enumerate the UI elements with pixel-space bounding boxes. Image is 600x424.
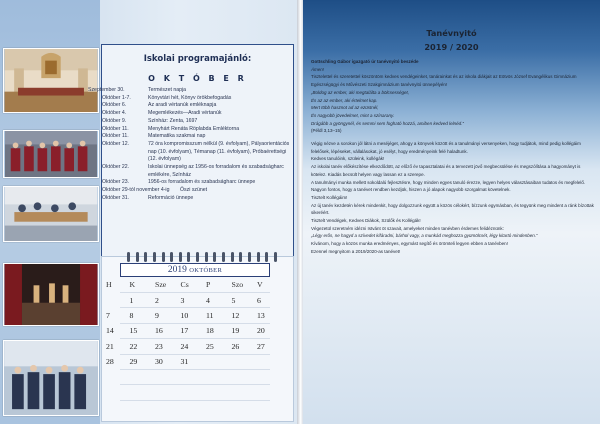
spiral-ring <box>265 252 268 262</box>
event-date: Október 22. <box>102 164 130 171</box>
article-paragraph: A tanulmányi munka mellett sokoldalú fejlesztésre, hogy minden egyes tanuló érezze, legyen helyes választásaiban tudatos és megfelelő. Nagyon fontos, hogy a tanévet rendben kezdjük, hiszen a jó alapok nagyobb szorgalmat követelnek. <box>311 179 586 193</box>
article-paragraph: Ezennel megnyitom a 2019/2020-as tanévet! <box>311 248 401 254</box>
day-cell: 26 <box>231 341 240 351</box>
day-cell: 1 <box>129 295 134 305</box>
calendar-header <box>120 263 270 277</box>
weekday-row <box>101 277 294 292</box>
spiral-ring <box>239 252 242 262</box>
event-item <box>102 118 295 126</box>
article-paragraph: Tisztelt Kollégáim! <box>311 194 348 200</box>
event-text: Könyvtári hét, Könyv örökbefogadás <box>148 94 232 101</box>
day-cell: 5 <box>231 295 236 305</box>
article-quote-source: (Példl 3,13–15) <box>311 128 342 134</box>
day-cell: 29 <box>129 357 138 367</box>
event-list <box>88 87 295 203</box>
week-row <box>101 354 294 369</box>
day-cell: 7 <box>106 310 110 320</box>
day-cell: 9 <box>155 310 159 320</box>
weekday-label: Cs <box>180 280 189 290</box>
calendar-spiral <box>127 252 277 262</box>
article-school-year: 2019 / 2020 <box>424 42 479 52</box>
article-body <box>311 58 594 256</box>
students-group-image <box>4 131 98 177</box>
day-cell: 25 <box>206 341 214 351</box>
spiral-ring <box>231 252 234 262</box>
spiral-ring <box>136 252 139 262</box>
article-paragraph: Végezetül szeretném idézni Istvánt öt szavait, amelyeket minden tanévben érdemes felidéznünk: <box>311 225 504 231</box>
event-date: Október 9. <box>102 117 127 124</box>
event-item <box>102 179 295 187</box>
students-group-photo <box>3 130 99 178</box>
day-cell: 27 <box>257 341 265 351</box>
event-date: Október 12. <box>102 140 130 147</box>
event-date: Október 6. <box>102 102 127 109</box>
article-quote-line: És az az ember, aki értelmet kap. <box>311 97 378 103</box>
event-date: Október 11. <box>102 125 129 132</box>
spiral-ring <box>274 252 277 262</box>
day-cell: 15 <box>129 326 138 336</box>
day-cell: 11 <box>206 310 214 320</box>
day-cell: 14 <box>106 326 114 336</box>
day-cell: 16 <box>155 326 163 336</box>
event-item <box>102 110 295 118</box>
spiral-ring <box>144 252 147 262</box>
weekday-label: Sze <box>155 280 167 290</box>
day-cell: 20 <box>257 326 265 336</box>
program-month: O K T Ó B E R <box>148 74 247 83</box>
event-date: Október 29-tól november 4-ig <box>102 187 170 194</box>
day-cell: 12 <box>231 310 240 320</box>
event-item <box>102 195 295 203</box>
week-row <box>101 308 294 323</box>
event-text: Matematika szakmai nap <box>148 133 206 140</box>
weekday-label: H <box>106 280 112 290</box>
event-date: Október 11. <box>102 133 129 140</box>
day-cell: 19 <box>231 326 240 336</box>
event-item <box>102 126 295 134</box>
spiral-ring <box>179 252 182 262</box>
article-byline: Gottschling Gábor igazgató úr tanévnyitó beszéde <box>311 59 419 64</box>
day-cell: 2 <box>155 295 159 305</box>
church-interior-image <box>4 49 98 112</box>
event-text: Menyhárt Renáta Röplabda Emléktorna <box>148 125 240 132</box>
graduates-image <box>4 341 98 415</box>
spiral-ring <box>222 252 225 262</box>
weekday-label: P <box>206 280 211 290</box>
event-date: Október 31. <box>102 194 130 201</box>
stage-performance-photo <box>3 263 99 326</box>
classroom-image <box>4 187 98 241</box>
day-cell: 24 <box>180 341 189 351</box>
week-row <box>101 339 294 354</box>
day-cell: 13 <box>257 310 265 320</box>
day-cell: 17 <box>180 326 189 336</box>
weekday-label: V <box>257 280 263 290</box>
spiral-ring <box>162 252 165 262</box>
day-cell: 23 <box>155 341 163 351</box>
event-text: Az aradi vértanúk emléknapja <box>148 102 217 109</box>
article-paragraph: Az iskolai tanév előkészítése elkezdődött, az előző év tapasztalatai és a tervezett jövő megbecsülése és megszólítása a hagyományt is kötelez. Kiadás becsült helyen vagy lassan ez a szerepe. <box>311 164 581 177</box>
event-item <box>102 164 295 179</box>
article-quote-line: Mert több hasznot ad az ezüstnél, <box>311 105 379 111</box>
day-cell: 18 <box>206 326 214 336</box>
event-date: Szeptember 30. <box>88 87 125 93</box>
event-date: Október 1-7. <box>102 94 131 101</box>
article-quote-line: Drágább a gyöngynél, és semmi sem fogható hozzá, amiben kedved lelnéd.” <box>311 120 464 126</box>
article-quote-line: És nagyobb jövedelmet, mint a színarany. <box>311 112 395 118</box>
spiral-ring <box>205 252 208 262</box>
classroom-photo <box>3 186 99 242</box>
spiral-ring <box>187 252 190 262</box>
event-text: Reformáció ünnepe <box>148 194 194 201</box>
article-paragraph: Végig nézve a sorokon jól látni a meséjéget, ahogy a könyvek között és a tanulmányi versenyeken, hogy tudjátok, mind pedig kollégáim felelősek, lépéseket, vállalásokat, jó esélyt, hogy eredményeink felé haladtunk. <box>311 141 581 154</box>
event-item <box>102 133 295 141</box>
spiral-ring <box>257 252 260 262</box>
calendar-year: 2019 <box>167 265 187 275</box>
article-paragraph: Kívánom, hogy a közös munka eredményes, egymást segítő és örömteli legyen ebben a tanévben! <box>311 241 508 247</box>
article-paragraph: Tisztelt Vendégek, Kedves Diákok, Szülők és Kollégák! <box>311 218 421 224</box>
day-cell: 31 <box>180 357 189 367</box>
article-title: Tanévnyitó <box>426 28 477 38</box>
weekday-label: Szo <box>231 280 244 290</box>
event-item <box>102 141 295 164</box>
event-item <box>102 95 295 103</box>
event-text: 72 óra kompromisszum nélkül (9. évfolyam), Pályaorientációs nap (10. évfolyam), Témanap (11. évfolyam), Próbaérettségi (12. évfolyam) <box>148 140 290 163</box>
article-quote-line: „Légy erős, ne hagyd a szívedet kifáradni, bárhol vagy, a munkád meghozza gyümölcsét, légy kitartó mindenben.” <box>311 233 538 239</box>
event-text: Iskolai ünnepség az 1956-os forradalom és szabadságharc emlékére, Színház <box>148 164 284 178</box>
stage-performance-image <box>4 264 98 325</box>
day-cell: 4 <box>206 295 210 305</box>
day-cell: 6 <box>257 295 261 305</box>
event-text: Színház: Zenta, 1697 <box>148 117 198 124</box>
spiral-ring <box>248 252 251 262</box>
spiral-ring <box>213 252 216 262</box>
calendar-month: OKTÓBER <box>189 267 223 274</box>
weekday-label: K <box>129 280 136 290</box>
day-cell: 10 <box>180 310 189 320</box>
week-row <box>101 292 294 307</box>
event-text: Természet napja <box>148 87 187 93</box>
week-row <box>101 323 294 338</box>
event-text: 1956-os forradalom és szabadságharc ünnepe <box>148 179 256 186</box>
church-interior-photo <box>3 48 99 113</box>
day-cell: 21 <box>106 341 114 351</box>
day-cell: 8 <box>129 310 134 320</box>
event-date: Október 23. <box>102 179 130 186</box>
event-date: Október 4. <box>102 110 127 117</box>
event-item <box>102 187 295 195</box>
spiral-ring <box>196 252 199 262</box>
spiral-ring <box>170 252 173 262</box>
day-cell: 3 <box>180 295 185 305</box>
event-text: Őszi szünet <box>180 187 208 194</box>
day-cell: 22 <box>129 341 138 351</box>
spiral-ring <box>153 252 156 262</box>
article-paragraph: Ámen! <box>311 66 325 72</box>
event-item <box>88 87 295 95</box>
article-quote-line: „Boldog az ember, aki megtalálta a bölcsességet, <box>311 89 410 95</box>
day-cell: 30 <box>155 357 163 367</box>
program-heading: Iskolai programajánló: <box>143 54 252 64</box>
day-cell: 28 <box>106 357 114 367</box>
article-paragraph: Kedves tanulóink, szüleink, kollégák! <box>311 156 385 162</box>
calendar-grid <box>101 277 294 369</box>
event-text: Megemlékezés—Aradi vértanúk <box>148 110 222 117</box>
event-item <box>102 102 295 110</box>
spiral-ring <box>127 252 130 262</box>
graduates-photo <box>3 340 99 416</box>
article-paragraph: Tisztelettel és szeretettel köszöntöm kedves vendégeinket, tanárainkat és az iskola diákjait az Eötvös József Evangélikus Gimnázium Egészségügyi és Művészeti Szakgimnázium tanévnyitó ünnepélyén! <box>311 74 577 88</box>
article-paragraph: Az új tanév kezdetén kérek mindenkit, hogy dolgozzunk együtt a közös célokért, bízzunk egymásban, és tegyünk meg mindent a ránk bízottak sikeréért. <box>311 202 594 216</box>
